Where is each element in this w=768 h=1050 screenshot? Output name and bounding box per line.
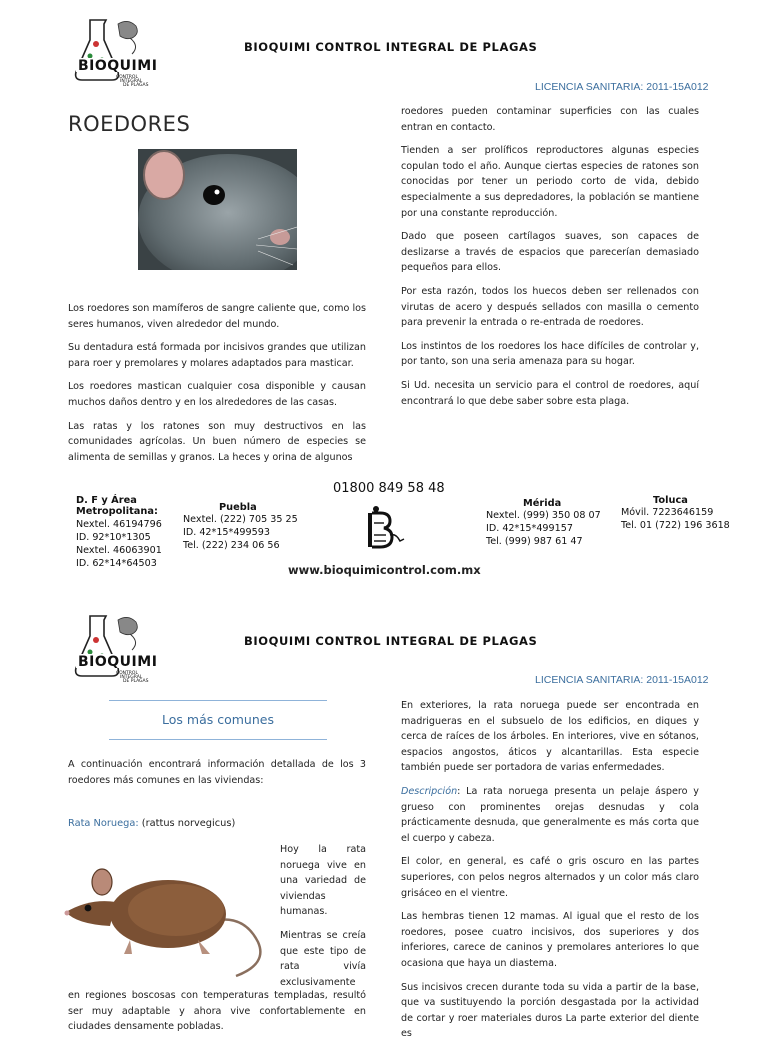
paragraph: Hoy la rata noruega vive en una variedad de viviendas humanas.: [280, 844, 366, 918]
paragraph: en regiones boscosas con temperaturas templadas, resultó ser muy adaptable y ahora vive confortablemente en ciudades densamente pobladas.: [68, 990, 366, 1033]
divider: [109, 700, 327, 701]
svg-text:CONTROL: CONTROL: [116, 75, 138, 80]
office-title: Toluca: [653, 495, 688, 506]
office-line: ID. 42*15*499157: [486, 523, 573, 534]
paragraph: Por esta razón, todos los huecos deben ser rellenados con virutas de acero y después sellados con masilla o cemento para prevenir la entrada o re-entrada de roedores.: [401, 285, 699, 329]
svg-text:BIOQUIMI: BIOQUIMI: [78, 654, 158, 670]
office-puebla: [183, 502, 313, 552]
species-heading: [68, 818, 235, 829]
office-line: Tel. (999) 987 61 47: [486, 536, 583, 547]
page2-intro: [68, 757, 366, 796]
office-line: ID. 42*15*499593: [183, 527, 270, 538]
office-line: ID. 92*10*1305: [76, 532, 151, 543]
paragraph: Los instintos de los roedores los hace difíciles de controlar y, por tanto, son una seria amenaza para su hogar.: [401, 340, 699, 368]
species-wrap-text: [280, 842, 366, 998]
page1-right-column: [401, 104, 699, 417]
office-line: Tel. 01 (722) 196 3618: [621, 520, 730, 531]
office-title: Mérida: [523, 498, 562, 509]
paragraph: Sus incisivos crecen durante toda su vida a partir de la base, que va sustituyendo la porción desgastada por la actividad de cortar y roer materiales duros La parte exterior del diente es: [401, 981, 699, 1040]
species-name: Rata Noruega:: [68, 818, 139, 829]
office-line: Nextel. 46063901: [76, 545, 162, 556]
office-line: Móvil. 7223646159: [621, 507, 714, 518]
species-continued: [68, 988, 366, 1043]
paragraph: Tienden a ser prolíficos reproductores algunas especies copulan todo el año. Aunque ciertas especies de ratones son conocidas por tener un periodo corto de vida, debido especialmente a sus depredadores, la población se mantiene por una constante reproducción.: [401, 145, 699, 219]
paragraph: Los roedores son mamíferos de sangre caliente que, como los seres humanos, viven alrededor del mundo.: [68, 303, 366, 330]
paragraph: A continuación encontrará información detallada de los 3 roedores más comunes en las viviendas:: [68, 759, 366, 786]
office-title: Puebla: [219, 502, 257, 513]
logo-name: BIOQUIMI: [78, 58, 158, 74]
svg-text:INTEGRAL: INTEGRAL: [120, 79, 143, 84]
paragraph: Las ratas y los ratones son muy destructivos en las comunidades agrícolas. Un buen número de especies se alimenta de semillas y granos. La heces y orina de algunos: [68, 420, 366, 463]
office-merida: [486, 498, 616, 548]
paragraph: Los roedores mastican cualquier cosa disponible y causan muchos daños dentro y en los alrededores de las casas.: [68, 381, 366, 408]
rat-photo: [138, 149, 297, 270]
paragraph: [401, 784, 699, 846]
paragraph: Si Ud. necesita un servicio para el control de roedores, aquí encontrará lo que debe saber sobre esta plaga.: [401, 379, 699, 407]
paragraph: Su dentadura está formada por incisivos grandes que utilizan para roer y premolares y molares adaptados para masticar.: [68, 342, 366, 369]
company-logo: [68, 14, 160, 88]
paragraph: Mientras se creía que este tipo de rata vivía exclusivamente: [280, 929, 366, 988]
paragraph: Las hembras tienen 12 mamas. Al igual que el resto de los roedores, posee cuatro incisivos, dos superiores y dos inferiores, carece de caninos y premolares anteriores lo que ocasiona que haya un diastema.: [401, 911, 699, 969]
company-title: BIOQUIMI CONTROL INTEGRAL DE PLAGAS: [244, 40, 538, 54]
species-scientific-name: (rattus norvegicus): [138, 818, 236, 829]
page1-left-column: [68, 301, 366, 473]
bioquimi-mark-icon: [362, 505, 408, 549]
section-subtitle: Los más comunes: [162, 712, 274, 727]
company-logo: [68, 610, 160, 684]
office-line: ID. 62*14*64503: [76, 558, 157, 569]
office-line: Nextel. (999) 350 08 07: [486, 510, 601, 521]
svg-text:CONTROL: CONTROL: [116, 671, 138, 676]
norway-rat-image: [58, 852, 272, 980]
svg-text:DE PLAGAS: DE PLAGAS: [123, 679, 149, 684]
svg-text:DE PLAGAS: DE PLAGAS: [123, 83, 149, 88]
office-title: D. F y Área: [76, 495, 137, 506]
paragraph: En exteriores, la rata noruega puede ser encontrada en madrigueras en el subsuelo de los edificios, en diques y cerca de raíces de los árboles. En interiores, vive en sótanos, espacios angostos, áticos y alcantarillas. Esta especie también puede ser portadora de varias enfermedades.: [401, 700, 699, 774]
office-line: Tel. (222) 234 06 56: [183, 540, 280, 551]
paragraph: roedores pueden contaminar superficies con las cuales entran en contacto.: [401, 106, 699, 133]
license-number: LICENCIA SANITARIA: 2011-15A012: [535, 674, 709, 686]
divider: [109, 739, 327, 740]
description-label: Descripción: [401, 785, 458, 797]
office-df: [76, 495, 176, 570]
website-link[interactable]: www.bioquimicontrol.com.mx: [288, 563, 481, 577]
paragraph: Dado que poseen cartílagos suaves, son capaces de deslizarse a través de espacios que parecerían demasiado pequeños para ellos.: [401, 231, 699, 274]
office-title: Metropolitana:: [76, 506, 158, 517]
description-text: : La rata noruega presenta un pelaje áspero y grueso con prominentes orejas desnudas y cola prácticamente desnuda, que generalmente es más corta que el cuerpo y cabeza.: [401, 785, 699, 844]
company-title: BIOQUIMI CONTROL INTEGRAL DE PLAGAS: [244, 634, 538, 648]
office-toluca: [621, 495, 731, 532]
paragraph: El color, en general, es café o gris oscuro en las partes superiores, con pelos negros alternados y un color más claro grisáceo en el vientre.: [401, 856, 699, 899]
page-title: ROEDORES: [68, 112, 191, 136]
license-number: LICENCIA SANITARIA: 2011-15A012: [535, 81, 709, 93]
svg-text:INTEGRAL: INTEGRAL: [120, 675, 143, 680]
page2-right-column: [401, 698, 699, 1050]
toll-free-phone[interactable]: 01800 849 58 48: [333, 481, 445, 496]
office-line: Nextel. (222) 705 35 25: [183, 514, 298, 525]
office-line: Nextel. 46194796: [76, 519, 162, 530]
